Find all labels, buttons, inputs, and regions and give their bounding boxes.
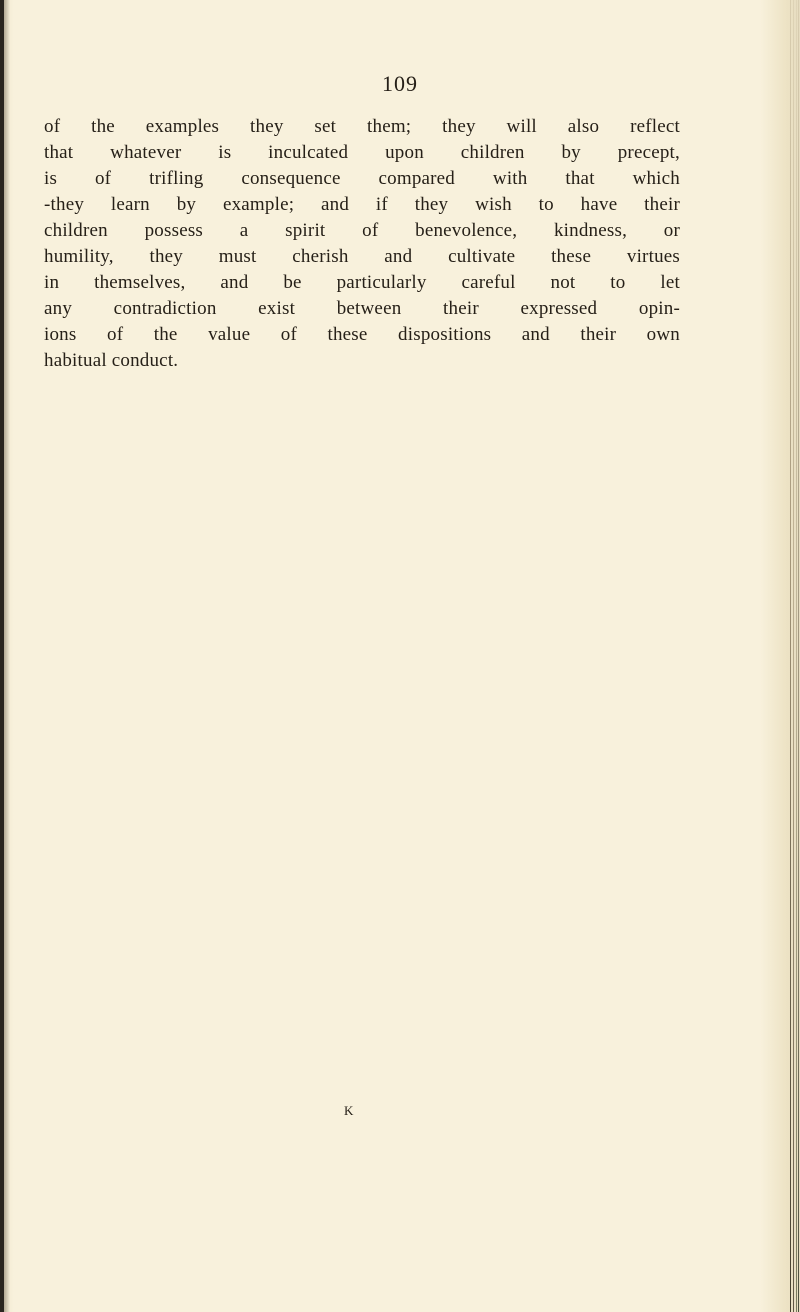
- page-edge-stack: [784, 0, 800, 1312]
- text-line: habitual conduct.: [44, 350, 179, 371]
- text-line: children possess a spirit of benevolence, kindness, or: [44, 220, 680, 241]
- body-paragraph: [44, 114, 680, 374]
- text-line: of the examples they set them; they will also reflect: [44, 116, 680, 137]
- text-line: in themselves, and be particularly careful not to let: [44, 272, 680, 293]
- text-line: -they learn by example; and if they wish to have their: [44, 194, 680, 215]
- binding-gradient: [4, 0, 10, 1312]
- page-number: [0, 71, 800, 97]
- text-line: ions of the value of these dispositions and their own: [44, 324, 680, 345]
- page-edge-line: [798, 0, 799, 1312]
- text-line: humility, they must cherish and cultivate these virtues: [44, 246, 680, 267]
- text-line: that whatever is inculcated upon children by precept,: [44, 142, 680, 163]
- page-edge-line: [793, 0, 794, 1312]
- signature-mark: K: [344, 1103, 354, 1118]
- text-line: is of trifling consequence compared with that which: [44, 168, 680, 189]
- page-number-text: 109: [382, 71, 418, 96]
- page-edge-line: [796, 0, 797, 1312]
- text-line: any contradiction exist between their expressed opin-: [44, 298, 680, 319]
- page-edge-line: [790, 0, 791, 1312]
